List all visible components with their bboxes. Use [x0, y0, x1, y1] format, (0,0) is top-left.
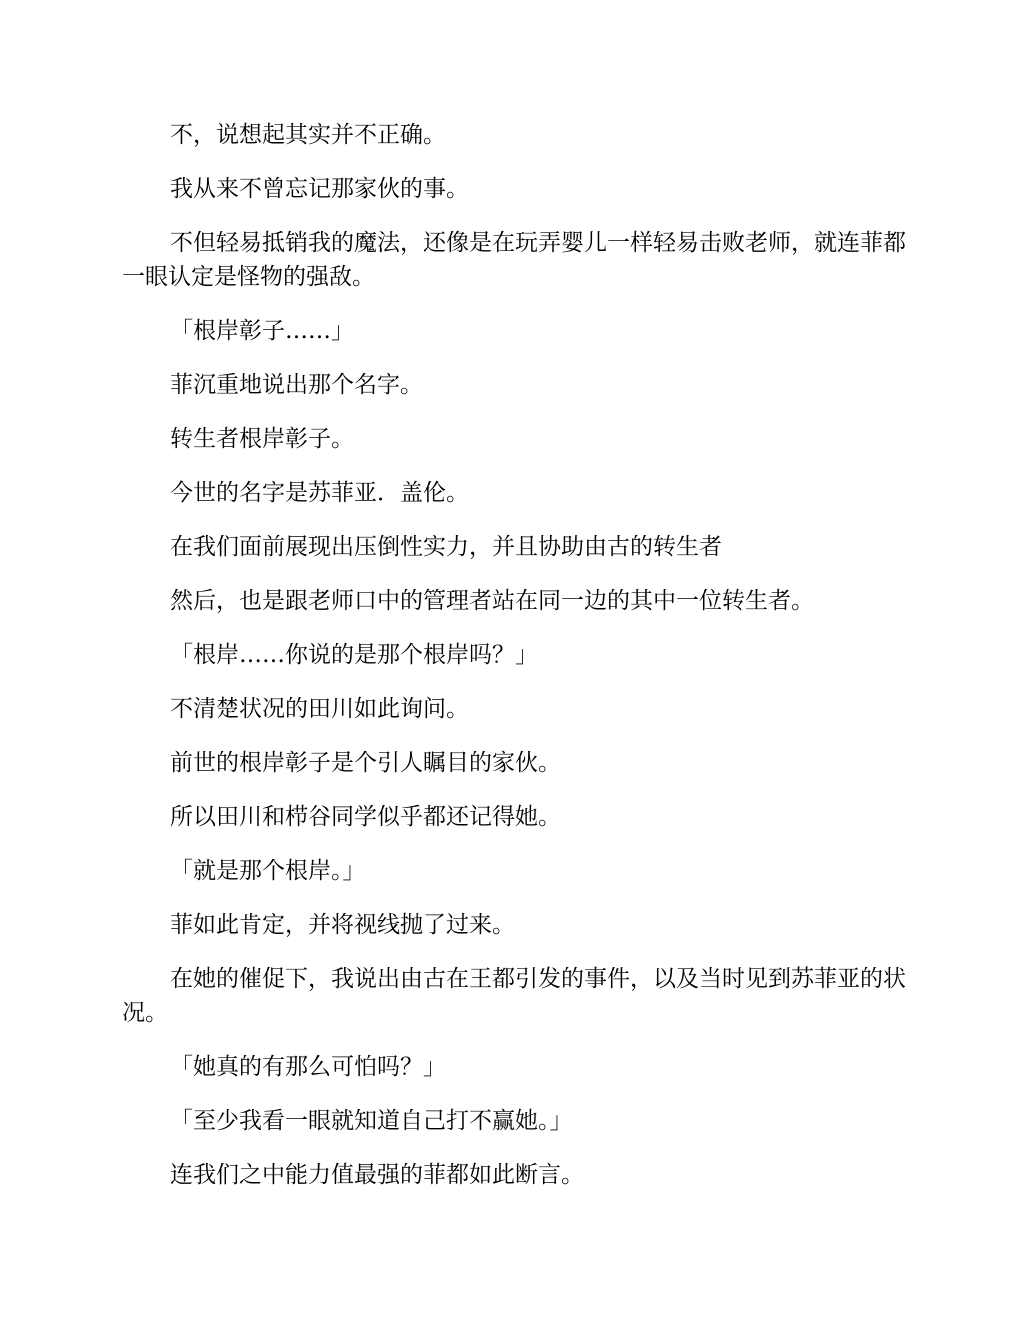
paragraph: 我从来不曾忘记那家伙的事。: [170, 176, 469, 202]
paragraph: 菲如此肯定，并将视线抛了过来。: [170, 912, 515, 938]
paragraph: 不，说想起其实并不正确。: [170, 122, 446, 148]
paragraph: 连我们之中能力值最强的菲都如此断言。: [170, 1162, 584, 1188]
paragraph: 不清楚状况的田川如此询问。: [170, 696, 469, 722]
paragraph: 「她真的有那么可怕吗？」: [170, 1054, 446, 1080]
paragraph: 「根岸……你说的是那个根岸吗？」: [170, 642, 538, 668]
paragraph: 在她的催促下，我说出由古在王都引发的事件，以及当时见到苏菲亚的状况。: [122, 966, 906, 1026]
paragraph: 在我们面前展现出压倒性实力，并且协助由古的转生者: [170, 534, 722, 560]
document-page: [122, 118, 912, 1212]
paragraph: 「根岸彰子……」: [170, 318, 354, 344]
paragraph: 今世的名字是苏菲亚．盖伦。: [170, 480, 469, 506]
paragraph: 所以田川和栉谷同学似乎都还记得她。: [170, 804, 561, 830]
paragraph: 「至少我看一眼就知道自己打不赢她。」: [170, 1108, 573, 1134]
paragraph: 然后，也是跟老师口中的管理者站在同一边的其中一位转生者。: [170, 588, 814, 614]
paragraph: 菲沉重地说出那个名字。: [170, 372, 423, 398]
paragraph: 「就是那个根岸。」: [170, 858, 366, 884]
paragraph: 转生者根岸彰子。: [170, 426, 354, 452]
paragraph: 不但轻易抵销我的魔法，还像是在玩弄婴儿一样轻易击败老师，就连菲都一眼认定是怪物的强敌。: [122, 230, 906, 290]
paragraph: 前世的根岸彰子是个引人瞩目的家伙。: [170, 750, 561, 776]
